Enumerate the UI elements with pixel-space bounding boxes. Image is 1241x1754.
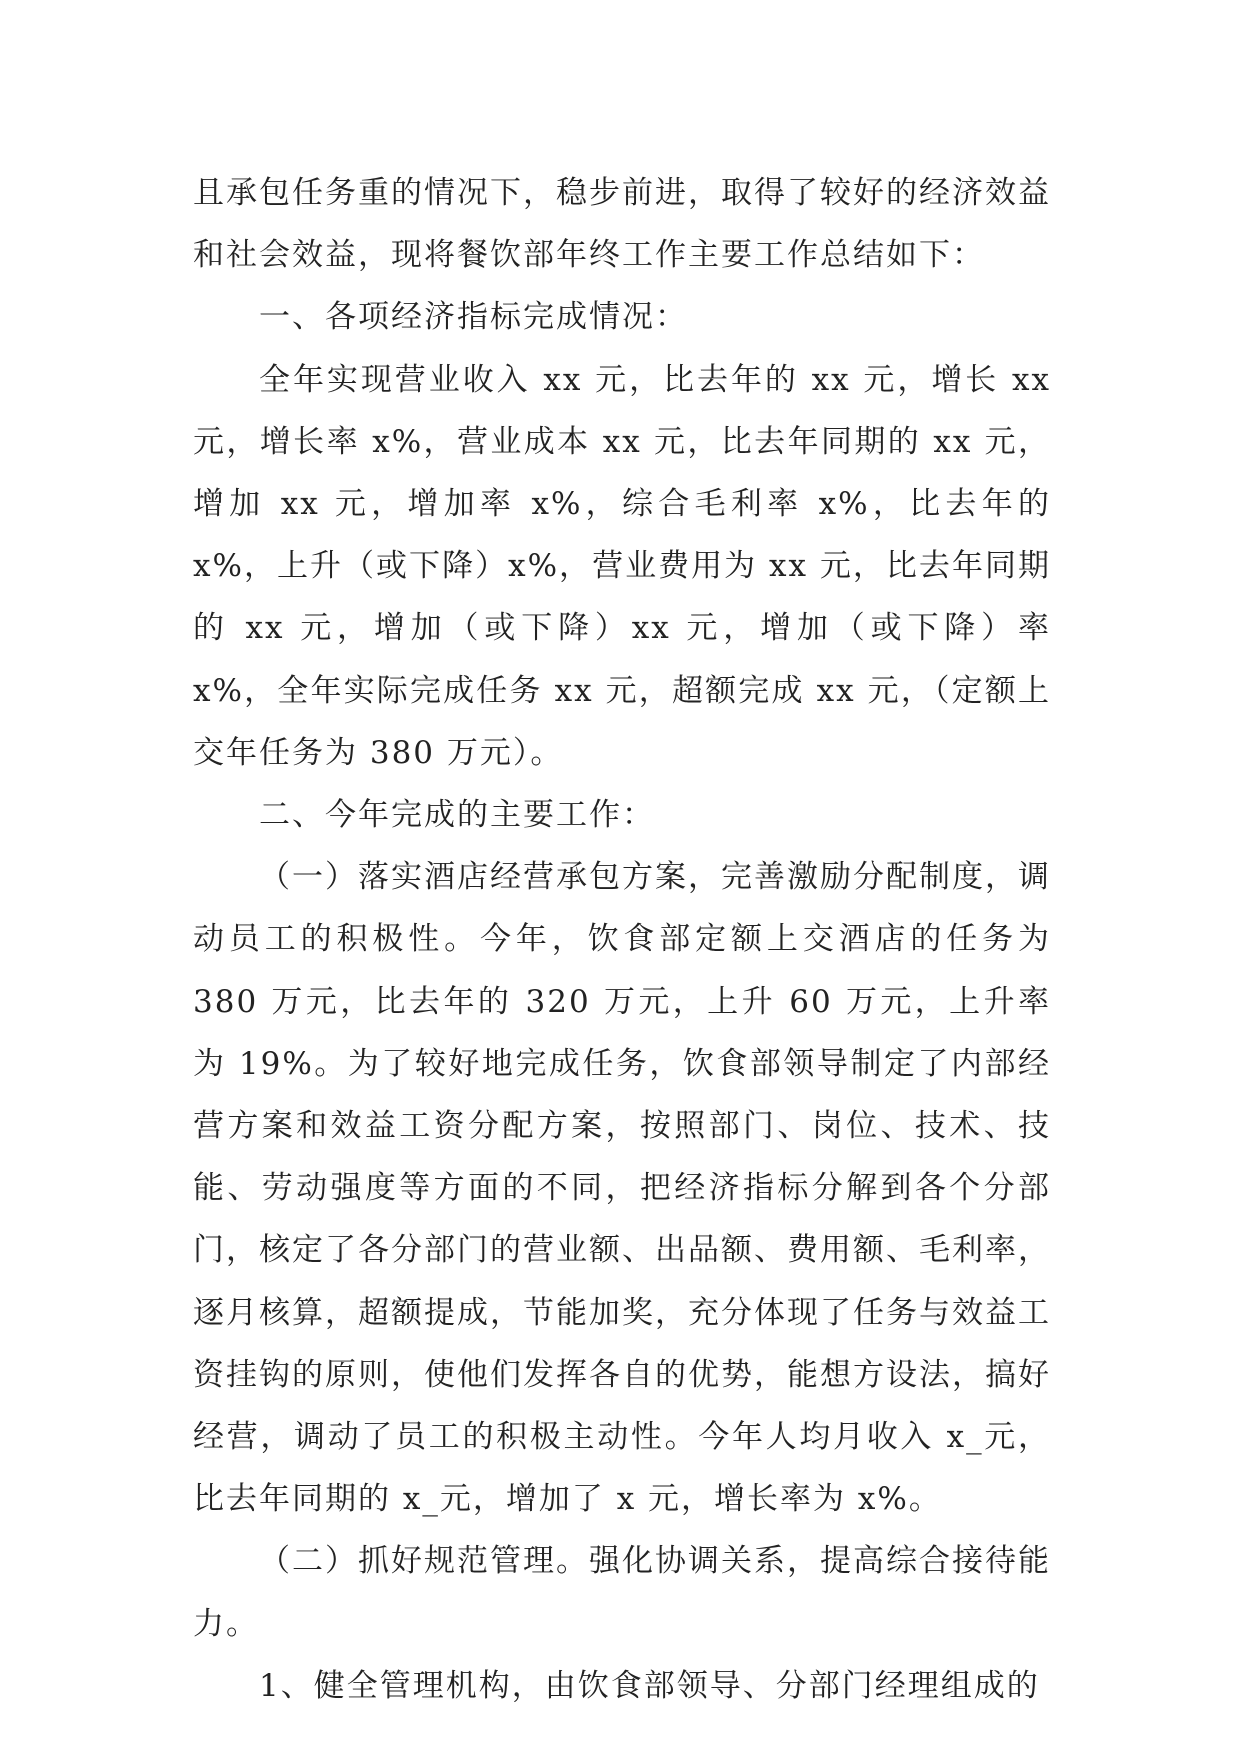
paragraph-standard-management: （二）抓好规范管理。强化协调关系，提高综合接待能力。 (193, 1543, 1051, 1642)
heading-main-work: 二、今年完成的主要工作： (259, 797, 655, 834)
paragraph-economic-figures: 全年实现营业收入 xx 元，比去年的 xx 元，增长 xx 元，增长率 x%，营业成本 xx 元，比去年同期的 xx 元，增加 xx 元，增加率 x%，综合毛利率 x%，比去年的 x%，上升（或下降）x%，营业费用为 xx 元，比去年同期的 xx 元，增加（或下降）xx 元，增加（或下降）率 x%，全年实际完成任务 xx 元，超额完成 xx 元，（定额上交年任务为 380 万元）。 (193, 361, 1051, 771)
paragraph-intro-continuation: 且承包任务重的情况下，稳步前进，取得了较好的经济效益和社会效益，现将餐饮部年终工作主要工作总结如下： (193, 175, 1051, 274)
heading-economic-indicators: 一、各项经济指标完成情况： (259, 299, 688, 336)
paragraph-management-organization: 1、健全管理机构，由饮食部领导、分部门经理组成的 (259, 1667, 1040, 1704)
paragraph-contract-plan: （一）落实酒店经营承包方案，完善激励分配制度，调动员工的积极性。今年，饮食部定额上交酒店的任务为 380 万元，比去年的 320 万元，上升 60 万元，上升率为 19%。为了较好地完成任务，饮食部领导制定了内部经营方案和效益工资分配方案，按照部门、岗位、技术、技能、劳动强度等方面的不同，把经济指标分解到各个分部门，核定了各分部门的营业额、出品额、费用额、毛利率，逐月核算，超额提成，节能加奖，充分体现了任务与效益工资挂钩的原则，使他们发挥各自的优势，能想方设法，搞好经营，调动了员工的积极主动性。今年人均月收入 x_元，比去年同期的 x_元，增加了 x 元，增长率为 x%。 (193, 859, 1051, 1518)
document-body (193, 162, 1051, 1717)
